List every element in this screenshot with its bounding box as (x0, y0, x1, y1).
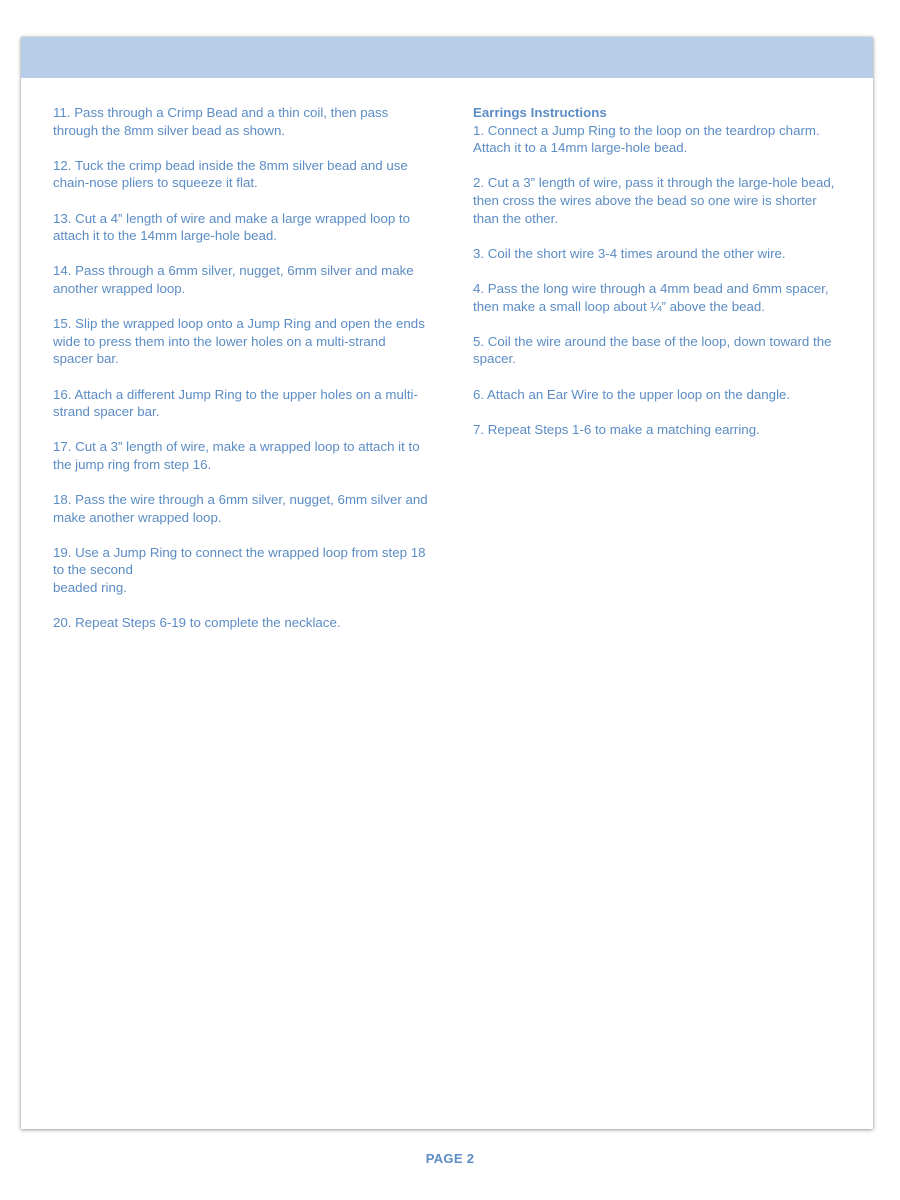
earring-step-3: 3. Coil the short wire 3-4 times around the other wire. (473, 245, 786, 261)
header-band (21, 37, 873, 78)
earring-step-1: 1. Connect a Jump Ring to the loop on the teardrop charm. Attach it to a 14mm large-hole bead. (473, 122, 820, 156)
instruction-step-14: 14. Pass through a 6mm silver, nugget, 6mm silver and make another wrapped loop. (53, 263, 414, 296)
instruction-step-20: 20. Repeat Steps 6-19 to complete the necklace. (53, 615, 341, 631)
earring-step-2: 2. Cut a 3” length of wire, pass it through the large-hole bead, then cross the wires above the bead so one wire is shorter than the other. (473, 175, 835, 226)
earrings-steps-column (473, 104, 845, 456)
document-page (21, 37, 873, 1129)
page-number: PAGE 2 (425, 1151, 475, 1166)
instruction-step-16: 16. Attach a different Jump Ring to the upper holes on a multi-strand spacer bar. (53, 386, 418, 420)
earring-step-6: 6. Attach an Ear Wire to the upper loop on the dangle. (473, 386, 791, 402)
earring-step-4: 4. Pass the long wire through a 4mm bead and 6mm spacer, then make a small loop about ¼” above the bead. (473, 280, 829, 314)
earring-step-7: 7. Repeat Steps 1-6 to make a matching earring. (473, 421, 760, 437)
earring-step-5: 5. Coil the wire around the base of the loop, down toward the spacer. (473, 333, 832, 367)
instruction-step-13: 13. Cut a 4” length of wire and make a large wrapped loop to attach it to the 14mm large-hole bead. (53, 210, 411, 244)
instruction-step-15: 15. Slip the wrapped loop onto a Jump Ring and open the ends wide to press them into the lower holes on a multi-strand spacer bar. (53, 316, 425, 367)
necklace-steps-column (53, 104, 428, 649)
instruction-step-11: 11. Pass through a Crimp Bead and a thin coil, then pass through the 8mm silver bead as shown. (53, 105, 389, 138)
earrings-section-title: Earrings Instructions (473, 105, 607, 120)
instruction-step-17: 17. Cut a 3” length of wire, make a wrapped loop to attach it to the jump ring from step 16. (53, 439, 420, 472)
instruction-step-18: 18. Pass the wire through a 6mm silver, nugget, 6mm silver and make another wrapped loop. (53, 492, 428, 525)
instruction-step-12: 12. Tuck the crimp bead inside the 8mm silver bead and use chain-nose pliers to squeeze it flat. (53, 157, 408, 191)
instruction-step-19: 19. Use a Jump Ring to connect the wrapped loop from step 18 to the second beaded ring. (53, 544, 426, 596)
